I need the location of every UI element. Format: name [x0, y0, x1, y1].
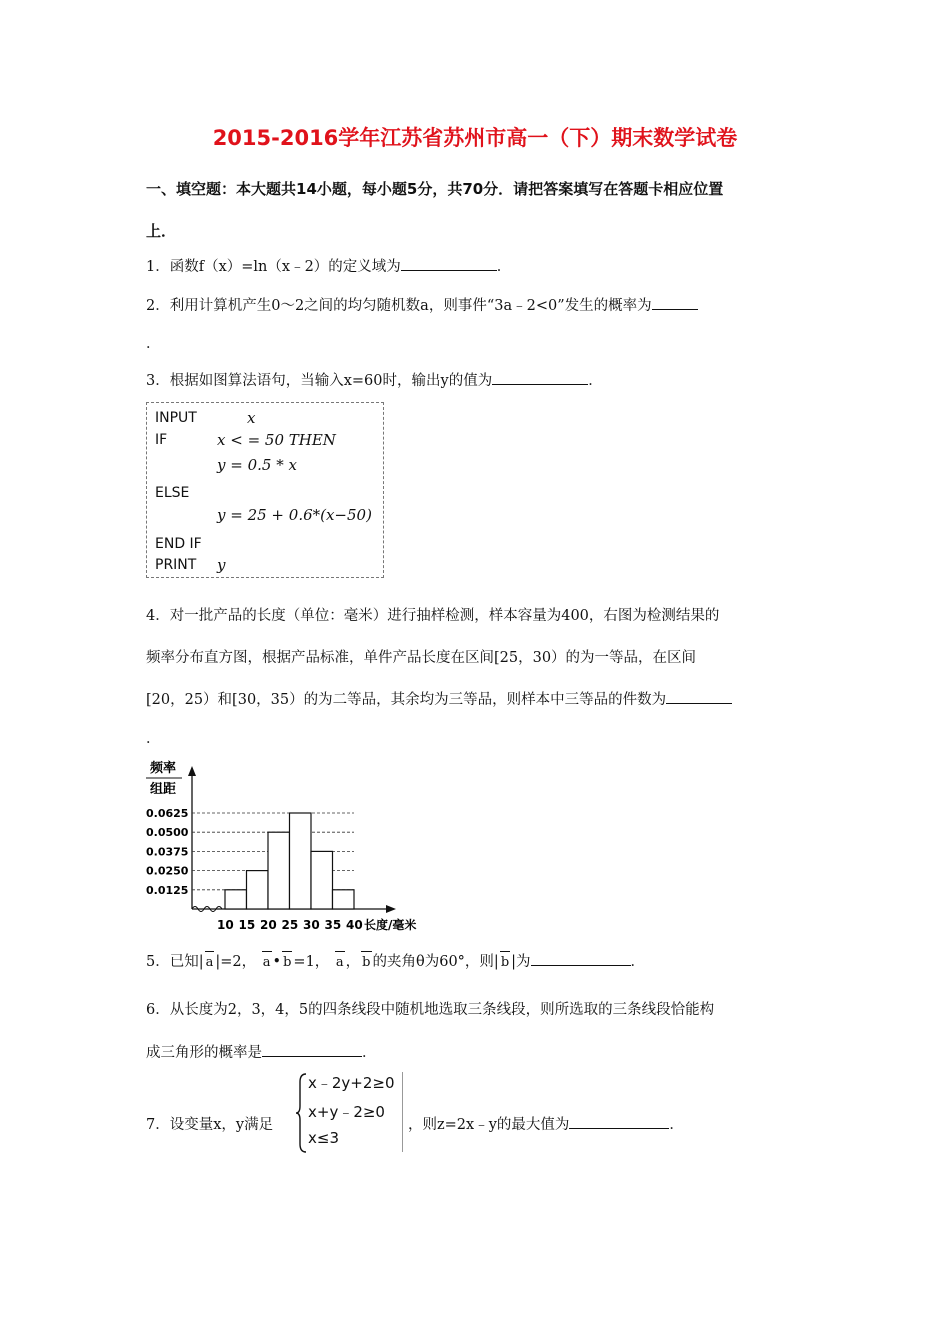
- x-tick-label: 30: [303, 918, 320, 932]
- question-5: 5．已知| a |=2， a • b =1， a ， b 的夹角θ为60°，则| b |为 ．: [146, 950, 645, 971]
- y-axis-label-bottom: 组距: [150, 782, 177, 797]
- x-tick-label: 35: [324, 918, 342, 932]
- algorithm-code-box: [146, 402, 384, 578]
- histogram-bar: [290, 813, 312, 909]
- q2-text: 2．利用计算机产生0～2之间的均匀随机数a，则事件“3a﹣2<0”发生的概率为: [146, 298, 652, 314]
- x-axis-label: 长度/毫米: [364, 918, 417, 932]
- constraint-1: x﹣2y+2≥0: [308, 1074, 395, 1092]
- answer-blank: [401, 256, 497, 271]
- x-tick-label: 25: [281, 918, 299, 932]
- y-tick-label: 0.0500: [146, 826, 189, 840]
- answer-blank: [652, 295, 698, 310]
- section-heading: 一、填空题：本大题共14小题，每小题5分，共70分．请把答案填写在答题卡相应位置: [146, 180, 724, 198]
- right-border: [402, 1072, 403, 1152]
- q1-text: 1．函数f（x）=ln（x﹣2）的定义域为: [146, 259, 401, 275]
- left-brace-icon: [296, 1072, 308, 1154]
- question-7-prefix: 7．设变量x，y满足: [146, 1117, 274, 1133]
- answer-blank: [531, 951, 631, 966]
- section-heading-cont: 上．: [146, 222, 177, 240]
- histogram-bar: [311, 851, 333, 909]
- constraint-2: x+y﹣2≥0: [308, 1103, 385, 1121]
- answer-blank: [492, 370, 588, 385]
- y-tick-label: 0.0250: [146, 864, 189, 878]
- question-7: ，则z=2x﹣y的最大值为 ．: [408, 1113, 684, 1134]
- vector-b: b: [283, 955, 292, 970]
- histogram-bar: [247, 871, 269, 909]
- y-axis-arrow-icon: [188, 766, 196, 776]
- code-keyword: END IF: [155, 536, 202, 552]
- x-axis-arrow-icon: [386, 905, 396, 913]
- y-axis-label-top: 频率: [150, 761, 177, 776]
- question-4-line2: 频率分布直方图，根据产品标准，单件产品长度在区间[25，30）的为一等品，在区间: [146, 650, 697, 666]
- vector-a: a: [335, 955, 344, 970]
- x-tick-label: 40: [346, 918, 363, 932]
- exam-title: 2015-2016学年江苏省苏州市高一（下）期末数学试卷: [212, 126, 738, 150]
- code-expr: y = 25 + 0.6*(x−50): [217, 506, 372, 524]
- question-2: [146, 294, 698, 315]
- answer-blank: [569, 1114, 669, 1129]
- q3-text: 3．根据如图算法语句，当输入x=60时，输出y的值为: [146, 373, 493, 389]
- code-keyword: ELSE: [155, 485, 190, 501]
- code-keyword: IF: [155, 432, 168, 448]
- question-4-line3: [20，25）和[30，35）的为二等品，其余均为三等品，则样本中三等品的件数为: [146, 688, 732, 709]
- vector-a: a: [262, 955, 271, 970]
- answer-blank: [262, 1042, 362, 1057]
- question-4-end: ．: [146, 731, 161, 747]
- histogram-bar: [225, 890, 247, 909]
- histogram-bar: [268, 832, 290, 909]
- frequency-histogram: [140, 756, 440, 936]
- y-tick-label: 0.0375: [146, 845, 189, 859]
- question-6-line1: 6．从长度为2，3，4，5的四条线段中随机地选取三条线段，则所选取的三条线段恰能构: [146, 1002, 715, 1018]
- code-expr: y: [217, 556, 226, 574]
- constraint-3: x≤3: [308, 1129, 339, 1147]
- histogram-bar: [333, 890, 355, 909]
- question-4-line1: 4．对一批产品的长度（单位：毫米）进行抽样检测，样本容量为400，右图为检测结果的: [146, 608, 720, 624]
- answer-blank: [666, 689, 732, 704]
- y-tick-label: 0.0625: [146, 807, 189, 820]
- question-2-end: ．: [146, 336, 161, 352]
- code-keyword: INPUT: [155, 410, 197, 426]
- vector-b: b: [362, 955, 371, 970]
- code-expr: x: [247, 409, 256, 427]
- x-tick-label: 15: [238, 918, 256, 932]
- inequality-system: [296, 1072, 406, 1154]
- vector-a: a: [205, 955, 214, 970]
- code-expr: x < = 50 THEN: [217, 431, 336, 449]
- code-keyword: PRINT: [155, 557, 197, 573]
- question-3: 3．根据如图算法语句，当输入x=60时，输出y的值为 ．: [146, 369, 603, 390]
- x-tick-label: 20: [260, 918, 277, 932]
- question-6-line2: 成三角形的概率是 ．: [146, 1041, 377, 1062]
- code-expr: y = 0.5 * x: [217, 456, 297, 474]
- y-tick-label: 0.0125: [146, 883, 189, 897]
- question-1: 1．函数f（x）=ln（x﹣2）的定义域为 ．: [146, 255, 511, 276]
- x-tick-label: 10: [217, 918, 234, 932]
- vector-b: b: [500, 955, 510, 970]
